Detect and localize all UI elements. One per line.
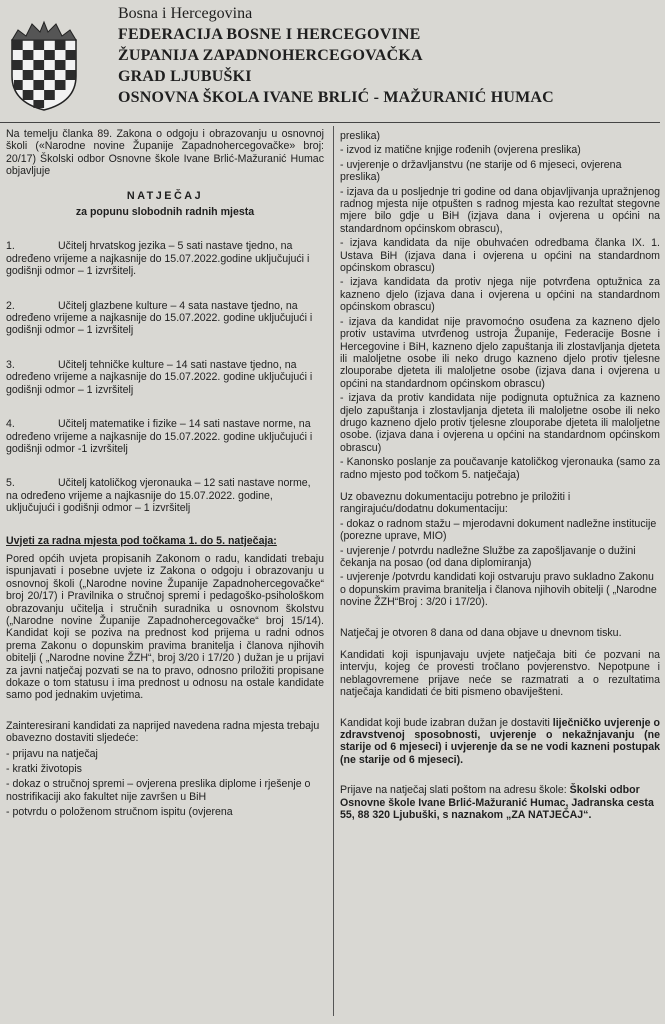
canton-name: ŽUPANIJA ZAPADNOHERCEGOVAČKA [118, 47, 423, 64]
open-period: Natječaj je otvoren 8 dana od dana objave u dnevnom tisku. [340, 626, 622, 639]
notice-title: NATJEČAJ [126, 189, 204, 202]
position-item: 2. Učitelj glazbene kulture – 4 sata nastave tjedno, na određeno vrijeme a najkasnije do 15.07.2022. godine uključujući i godišnji odmor – 1 izvršitelj [6, 299, 313, 337]
selected-candidate-note: Kandidat koji bude izabran dužan je dostaviti liječničko uvjerenje o zdravstvenoj sposobnosti, uvjerenje o nekažnjavanju (ne starije od 6 mjeseci) i uvjerenje da se ne vodi kazneni postupak (ne starije od 6 mjeseci). [340, 716, 660, 766]
interview-note: Kandidati koji ispunjavaju uvjete natječaja biti će pozvani na intervju, kojeg će provesti tročlano povjerenstvo. Nepotpune i neblagovremene prijave neće se razmatrati a o rezultatima natječaja kandidati će biti pismeno obaviješteni. [340, 649, 660, 699]
left-column [6, 128, 324, 819]
school-name: OSNOVNA ŠKOLA IVANE BRLIĆ - MAŽURANIĆ HUMAC [118, 89, 554, 106]
document-header [0, 0, 665, 118]
extra-doc-item: - uvjerenje / potvrdu nadležne Službe za zapošljavanje o dužini čekanja na posao (od dana diplomiranja) [340, 544, 636, 569]
country-name: Bosna i Hercegovina [118, 5, 253, 22]
extra-doc-item: - dokaz o radnom stažu – mjerodavni dokument nadležne institucije (porezne uprave, MIO) [340, 517, 657, 543]
document-item: - izjava kandidata da protiv njega nije potvrđena optužnica za kazneno djelo (izjava dana i ovjerena u općini na standardnom općinskom obrascu) [340, 276, 660, 314]
notice-subtitle: za popunu slobodnih radnih mjesta [75, 206, 255, 219]
document-item: - dokaz o stručnoj spremi – ovjerena preslika diplome i rješenje o nostrifikaciji ako fakultet nije završen u BiH [6, 778, 311, 803]
coat-of-arms-icon [10, 20, 78, 112]
extra-docs-intro: Uz obaveznu dokumentaciju potrebno je priložiti i rangirajuću/dodatnu dokumentaciju: [340, 490, 571, 516]
document-item: - izjava da u posljednje tri godine od dana objavljivanja upražnjenog radnog mjesta nije otpušten s radnog mjesta kao rezultat stegovne mjere bilo gdje u BiH (izjava dana i ovjerena u općini na standardnom općinskom obrascu), [340, 185, 660, 235]
documents-intro: Zainteresirani kandidati za naprijed navedena radna mjesta trebaju obavezno dostaviti sljedeće: [6, 719, 320, 745]
document-item: - prijavu na natječaj [6, 747, 98, 760]
column-divider [333, 126, 334, 1016]
document-item: - kratki životopis [6, 763, 82, 776]
document-item: - potvrdu o položenom stručnom ispitu (ovjerena [6, 806, 233, 819]
document-item: - izjava kandidata da nije obuhvaćen odredbama članka IX. 1. Ustava BiH (izjava dana i ovjerena u općini na standardnom općinskom obrascu) [340, 237, 660, 275]
document-item: - izjava da kandidat nije pravomoćno osuđena za kazneno djelo protiv ustavima utvrđenog ustroja Županije, Federacije Bosne i Hercegovine i BiH, kazneno djelo zapuštanja ili zlostavljanja djeteta ili maloljetne osobe ili neko drugo kazneno djelo protiv tjelesne zlouporabe djeteta ili maloljetne osobe (izjava dana i ovjerena u općini na standardnom općinskom obrascu) [340, 315, 660, 390]
document-item: - Kanonsko poslanje za poučavanje katoličkog vjeronauka (samo za radno mjesto pod točkom 5. natječaja) [340, 456, 660, 481]
extra-doc-item: - uvjerenje /potvrdu kandidati koji ostvaruju pravo sukladno Zakonu o dopunskim pravima branitelja i članova njihovih obitelji ( „Narodne novine ŽZH“Broj : 3/20 i 17/20). [340, 571, 657, 609]
federation-name: FEDERACIJA BOSNE I HERCEGOVINE [118, 26, 421, 43]
position-item: 5. Učitelj katoličkog vjeronauka – 12 sati nastave norme, na određeno vrijeme a najkasnije do 15.07.2022. godine, uključujući i godišnji odmor – 1 izvršitelj [6, 477, 311, 515]
submission-address: Prijave na natječaj slati poštom na adresu škole: Školski odbor Osnovne škole Ivane Brlić-Mažuranić Humac, Jadranska cesta 55, 88 320 Ljubuški, s naznakom „ZA NATJEČAJ“. [340, 784, 654, 822]
city-name: GRAD LJUBUŠKI [118, 68, 252, 85]
conditions-title: Uvjeti za radna mjesta pod točkama 1. do 5. natječaja: [6, 534, 277, 547]
right-column [340, 128, 660, 822]
intro-paragraph: Na temelju članka 89. Zakona o odgoju i obrazovanju u osnovnoj školi («Narodne novine Županije Zapadnohercegovačke» broj: 20/17) Školski odbor Osnovne škole Ivane Brlić-Mažuranić Humac objavljuje [6, 128, 324, 178]
document-item: - uvjerenje o državljanstvu (ne starije od 6 mjeseci, ovjerena preslika) [340, 158, 622, 184]
position-item: 3. Učitelj tehničke kulture – 14 sati nastave tjedno, na određeno vrijeme a najkasnije do 15.07.2022. godine uključujući i godišnji odmor – 1 izvršitelj [6, 358, 313, 396]
document-item: - izvod iz matične knjige rođenih (ovjerena preslika) [340, 144, 581, 157]
header-text [118, 4, 554, 108]
position-item: 1. Učitelj hrvatskog jezika – 5 sati nastave tjedno, na određeno vrijeme a najkasnije do 15.07.2022.godine uključujući i godišnji odmor – 1 izvršitelj. [6, 240, 310, 278]
conditions-text: Pored općih uvjeta propisanih Zakonom o radu, kandidati trebaju ispunjavati i posebne uvjete iz Zakona o odgoju i obrazovanju u osnovnoj školi („Narodne novine Županije Zapadnohercegovačke“ broj 20/17) i Pravilnika o stručnoj spremi i pedagoško-psihološkom obrazovanju učitelja i stručnih suradnika u osnovnom školstvu („Narodne novine Županije Zapadnohercegovačke“ broj 15/14). Kandidat koji se poziva na prednost kod prijema u radni odnos prema Zakonu o dopunskim pravima branitelja i članova njihovih obitelji ( „Narodne novine ŽZH“, broj 3/20 i 17/20 ) dužan je u prijavi za javni natječaj pozvati se na to pravo, odnosno priložiti propisane dokaze o tom statusu i ima prednost u odnosu na ostale kandidate samo pod jednakim uvjetima. [6, 552, 324, 702]
document-item: - izjava da protiv kandidata nije podignuta optužnica za kazneno djelo zapuštanja i zlostavljanja djeteta ili maloljetne osobe ili neko drugo kazneno djelo protiv tjelesne zlouporabe djeteta ili maloljetne osobe. (izjava dana i ovjerena u općini na standardnom općinskom obrascu) [340, 392, 660, 454]
position-item: 4. Učitelj matematike i fizike – 14 sati nastave norme, na određeno vrijeme a najkasnije do 15.07.2022. godine uključujući i godišnji odmor -1 izvršitelj [6, 418, 313, 455]
document-item: preslika) [340, 130, 381, 142]
